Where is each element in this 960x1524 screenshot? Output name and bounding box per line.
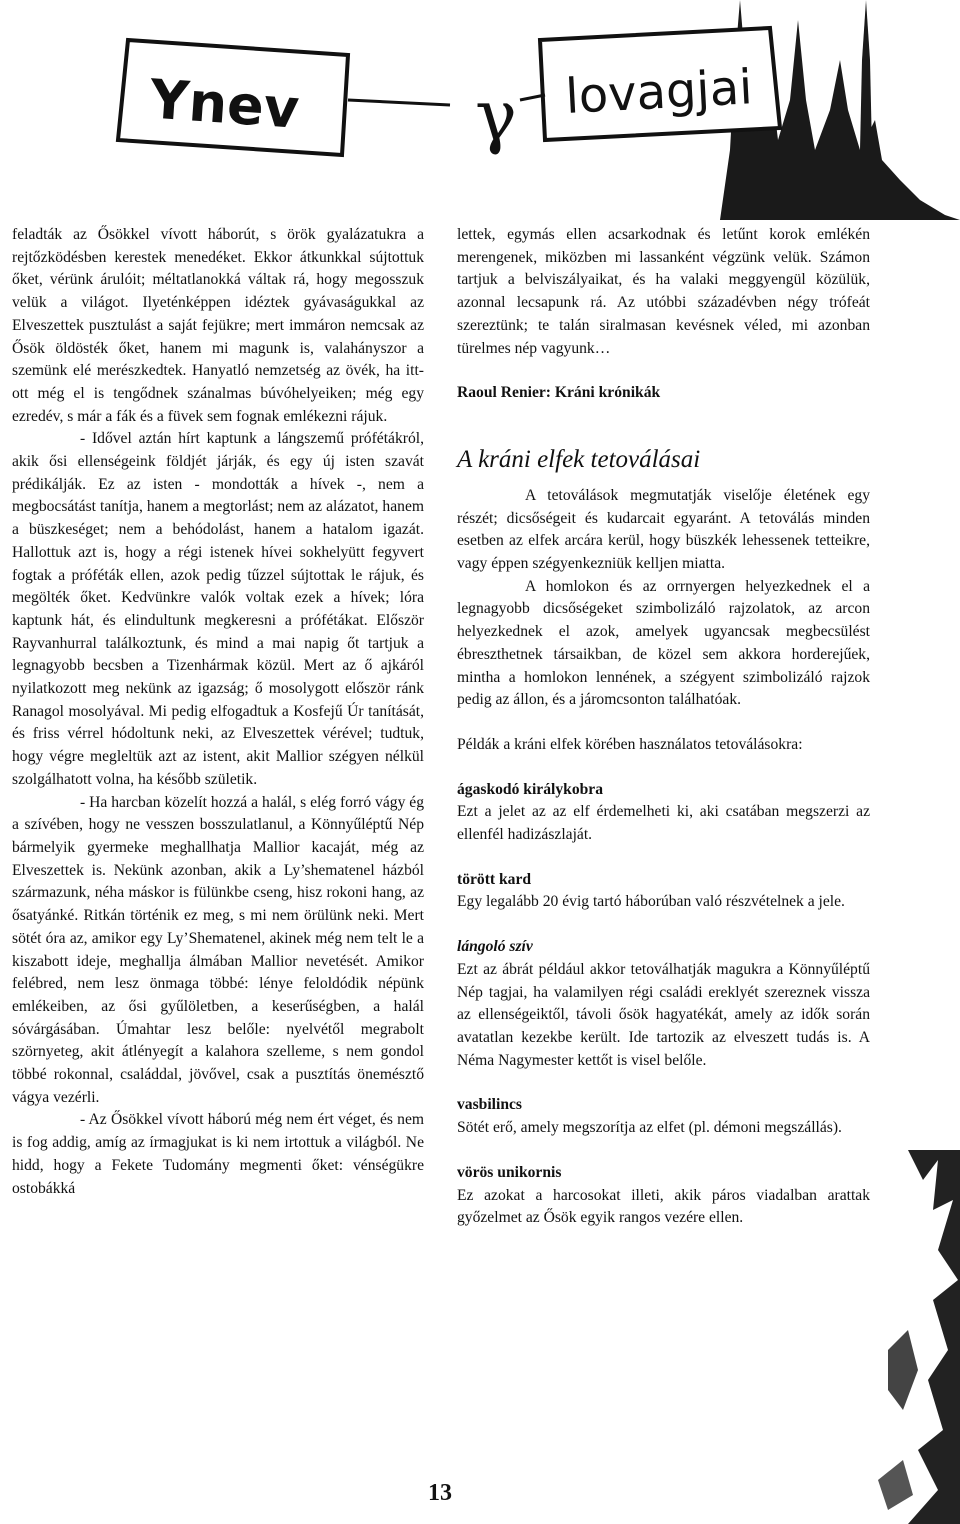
tattoo-term: törött kard — [457, 870, 532, 888]
tattoo-desc: Ezt a jelet az az elf érdemelheti ki, aki csatában megszerzi az ellenfél hadizászlaját. — [457, 803, 870, 844]
left-paragraph: - Ha harcban közelít hozzá a halál, s elég forró vágy ég a szívében, hogy ne vesszen bosszulatlanul, a Könnyűléptű Nép bármelyik gyermeke meghallhatja Mallior kacaját, még az Elveszettek is. Nekünk azonban, akik a Ly’shematenel házból származunk, néha máskor is fülünkbe cseng, hisz rokoni hang, az ősatyánké. Ritkán történik ez meg, s mi nem örülünk neki. Mert sötét óra az, amikor egy Ly’Shematenel, akinek még nem telt le a kiszabott ideje, meghallja álmában Mallior nevetését. Amikor felébred, nem lesz önmaga többé: lénye feloldódik népünk emlékeiben, az ősi gyűlöletben, a keserűségben, a halál sóvárgásában. Úmahtar lesz belőle: nyelvétől megrabolt szörnyeteg, akit átlényegít a kalahora szelleme, s nem gondol többé rokonnal, családdal, jövővel, csak a pusztítás önemésztő vágya vezérli. — [12, 793, 424, 1106]
right-column — [457, 224, 870, 1230]
article-title: A kráni elfek tetoválásai — [457, 445, 701, 473]
logo-right-text: lovagjai — [564, 59, 754, 125]
logo-right — [540, 28, 780, 140]
left-paragraph: - Idővel aztán hírt kaptunk a lángszemű prófétákról, akik ősi ellenségeink földjét járják, és egy új isten szavát prédikálják. Ez az isten - mondották a hívek -, nem a megbocsátást tanítja, hanem a megtorlást; nem az alázatot, hanem a büszkeséget; nem a behódolást, hanem a hatalom igazát. Hallottuk azt is, hogy a régi istenek hívei sokhelyütt fegyvert fogtak a próféták ellen, azok pedig tűzzel sújtottak le rájuk, és megölték őket. Kedvünkre valók voltak ezek a hívek; lóra kaptunk hát, és elindultunk megkeresni a prófétákat. Először Rayvanhurral találkoztunk, és mind a mai napig őt tartjuk a legnagyobb becsben a Tizenhármak közül. Mert az ő ajkáról nyilatkozott meg nekünk az igazság; ő mosolygott először ránk Ranagol mosolyával. Mi pedig elfogadtuk a Kosfejű Úr tanítását, és friss vérrel hódoltunk neki, az Elveszettek vérével; tudtuk, hogy végre megleltük azt az istent, akit Mallior szégyen nélkül szolgálhatott volna, ha később születik. — [12, 430, 424, 788]
left-column — [12, 224, 424, 1200]
right-paragraph: A tetoválások megmutatják viselője életének egy részét; dicsőségeit és kudarcait egyaránt. A tetoválás minden esetben az elfek arcára kerül, hogy büszkék lehessenek tetteikre, vagy éppen szégyenkezniük kelljen miatta. — [457, 486, 870, 573]
right-paragraph: lettek, egymás ellen acsarkodnak és letűnt korok emlékén merengenek, miközben mi lassanként végzünk velük. Számon tartjuk a belviszályaikat, és ha valaki meggyengül közülük, azonnal lecsapunk rá. Az utóbbi századévben négy trófeát szereztünk; te talán siralmasan kevésnek véled, mi azonban türelmes nép vagyunk… — [457, 226, 870, 357]
tattoo-term: ágaskodó királykobra — [457, 780, 604, 798]
tattoo-desc: Sötét erő, amely megszorítja az elfet (pl. démoni megszállás). — [457, 1119, 842, 1137]
logo-left — [118, 40, 348, 155]
right-paragraph: A homlokon és az orrnyergen helyezkednek el a legnagyobb dicsőségeket szimbolizáló rajzolatok, az arcon helyezkednek el azok, amelyek ugyancsak megbecsülést ébreszthetnek társaikban, de közel sem akkora horderejűek, mintha a homlokon lennének, a szégyent szimbolizáló rajzok pedig az állon, és a járomcsonton találhatóak. — [457, 577, 870, 709]
logo-left-text: Ynev — [147, 67, 302, 141]
logo-glyph: γ — [475, 75, 517, 157]
tattoo-term: vasbilincs — [457, 1096, 522, 1114]
tattoo-desc: Ezt az ábrát például akkor tetoválhatják magukra a Könnyűléptű Nép tagjai, ha valamilyen régi családi ereklyét szereznek vissza az ellenségeiktől, távoli ősök hagyatékát, amely az idők során avatatlan kezekbe került. Ide tartozik az elveszett tudás is. A Néma Nagymester kettőt is visel belőle. — [457, 960, 870, 1069]
attribution: Raoul Renier: Kráni krónikák — [457, 384, 661, 402]
tattoo-term: lángoló szív — [457, 938, 533, 956]
tattoo-desc: Ez azokat a harcosokat illeti, akik páros viadalban arattak győzelmet az Ősök egyik rangos vezére ellen. — [457, 1186, 870, 1227]
page-number: 13 — [428, 1480, 452, 1506]
header-banner — [0, 0, 960, 220]
right-paragraph: Példák a kráni elfek körében használatos tetoválásokra: — [457, 735, 803, 753]
left-paragraph: feladták az Ősökkel vívott háborút, s örök gyalázatukra a rejtőzködésben kerestek menedéket. Ekkor átkunkkal sújtottuk őket, vérünk árulóit; méltatlanokká váltak rá, hogy megosszuk velük a világot. Ilyeténképpen idéztek gyávaságukkal az Elveszettek pusztulást a saját fejükre; mert immáron nemcsak az Ősök öldösték őket, hanem mi magunk is, valahányszor a szemünk elé merészkedtek. Hanyatló nemzetség az övék, ha itt-ott még el is tengődnek szánalmas búvóhelyeiken; még egy ezredév, s már a fák és a füvek sem fognak emlékezni rájuk. — [12, 226, 424, 425]
left-paragraph: - Az Ősökkel vívott háború még nem ért véget, és nem is fog addig, amíg az írmagjukat is ki nem irtottuk a világból. Ne hidd, hogy a Fekete Tudomány megmenti őket: vénségükre ostobákká — [12, 1111, 424, 1197]
tattoo-term: vörös unikornis — [457, 1163, 562, 1181]
tattoo-desc: Egy legalább 20 évig tartó háborúban való részvételnek a jele. — [457, 893, 845, 911]
dragon-illustration — [878, 1150, 960, 1524]
